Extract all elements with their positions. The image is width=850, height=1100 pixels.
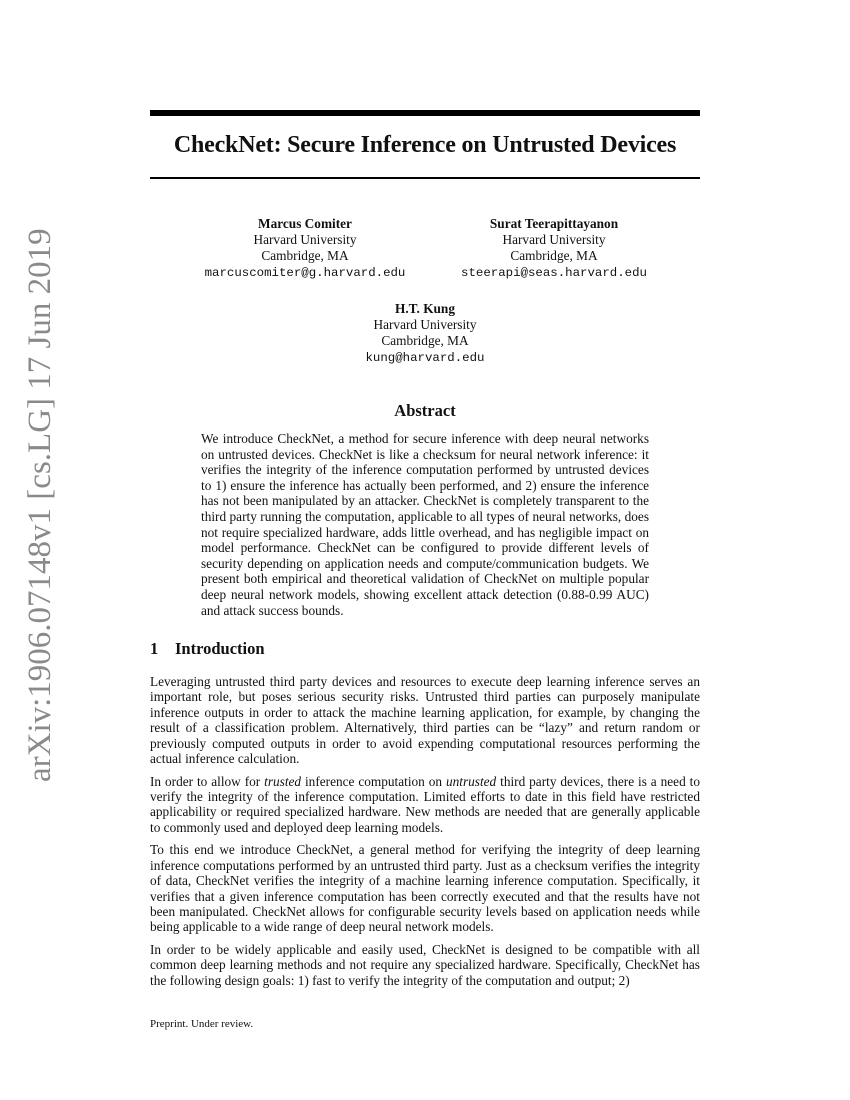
author-block-3 <box>325 301 525 366</box>
abstract-heading: Abstract <box>394 401 456 420</box>
intro-p2-emphasis-trusted: trusted <box>264 773 302 789</box>
intro-paragraph-4: In order to be widely applicable and easily used, CheckNet is designed to be compatible with all common deep learning methods and not require any specialized hardware. Specifically, CheckNet has the following design goals: 1) fast to verify the integrity of the computation and output; 2) <box>150 942 700 988</box>
introduction-body <box>150 674 700 995</box>
author-affiliation: Harvard University <box>253 232 357 248</box>
title-bottom-rule <box>150 177 700 179</box>
author-block-2 <box>454 216 654 281</box>
author-affiliation: Harvard University <box>502 232 606 248</box>
author-name: H.T. Kung <box>395 301 455 316</box>
intro-paragraph-2 <box>150 774 700 836</box>
author-email[interactable]: marcuscomiter@g.harvard.edu <box>204 265 406 280</box>
author-location: Cambridge, MA <box>261 248 349 264</box>
author-name: Marcus Comiter <box>258 216 352 231</box>
intro-p2-text-b: inference computation on <box>301 773 446 789</box>
intro-p2-emphasis-untrusted: untrusted <box>445 773 497 789</box>
author-name: Surat Teerapittayanon <box>489 216 619 231</box>
section-number: 1 <box>150 639 159 658</box>
intro-p2-text-a: In order to allow for <box>150 773 265 789</box>
author-email[interactable]: steerapi@seas.harvard.edu <box>461 265 647 280</box>
section-heading-introduction <box>150 639 700 659</box>
preprint-footer: Preprint. Under review. <box>150 1018 254 1030</box>
author-email[interactable]: kung@harvard.edu <box>365 350 485 365</box>
author-block-1 <box>200 216 410 281</box>
abstract-text: We introduce CheckNet, a method for secure inference with deep neural networks on untrusted devices. CheckNet is like a checksum for neural network inference: it verifies the integrity of the inference computation performed by untrusted devices to 1) ensure the inference has actually been performed, and 2) ensure the inference has not been manipulated by an attacker. CheckNet is completely transparent to the third party running the computation, applicable to all types of neural networks, does not require specialized hardware, adds little overhead, and has negligible impact on model performance. CheckNet can be configured to provide different levels of security depending on application needs and compute/communication budgets. We present both empirical and theoretical validation of CheckNet on multiple popular deep neural network models, showing excellent attack detection (0.88-0.99 AUC) and attack success bounds. <box>201 431 649 618</box>
author-location: Cambridge, MA <box>510 248 598 264</box>
section-title: Introduction <box>175 639 265 658</box>
intro-paragraph-1: Leveraging untrusted third party devices and resources to execute deep learning inference serves an important role, but poses serious security risks. Untrusted third parties can purposely manipulate inference outputs in order to attack the machine learning application, for example, by changing the result of a classification problem. Alternatively, third parties can be “lazy” and return random or previously computed outputs in order to avoid expending computational resources performing the actual inference calculation. <box>150 674 700 767</box>
author-location: Cambridge, MA <box>381 333 469 349</box>
arxiv-identifier: arXiv:1906.07148v1 [cs.LG] 17 Jun 2019 <box>22 228 58 782</box>
paper-title: CheckNet: Secure Inference on Untrusted Devices <box>173 132 677 158</box>
intro-p2-text-c: third party devices, there is a need to verify the integrity of the inference computation. Limited efforts to date in this field have restricted applicability or required specialized hardware. New methods are needed that are generally applicable to commonly used and deployed deep learning models. <box>150 773 700 835</box>
title-top-rule <box>150 110 700 116</box>
author-affiliation: Harvard University <box>373 317 477 333</box>
intro-paragraph-3: To this end we introduce CheckNet, a general method for verifying the integrity of deep learning inference computations performed by an untrusted third party. Just as a checksum verifies the integrity of data, CheckNet verifies the integrity of a machine learning inference computation. Specifically, it verifies that a given inference computation has been correctly executed and that the results have not been manipulated. CheckNet allows for configurable security levels based on application needs while being applicable to a wide range of deep neural network models. <box>150 842 700 935</box>
